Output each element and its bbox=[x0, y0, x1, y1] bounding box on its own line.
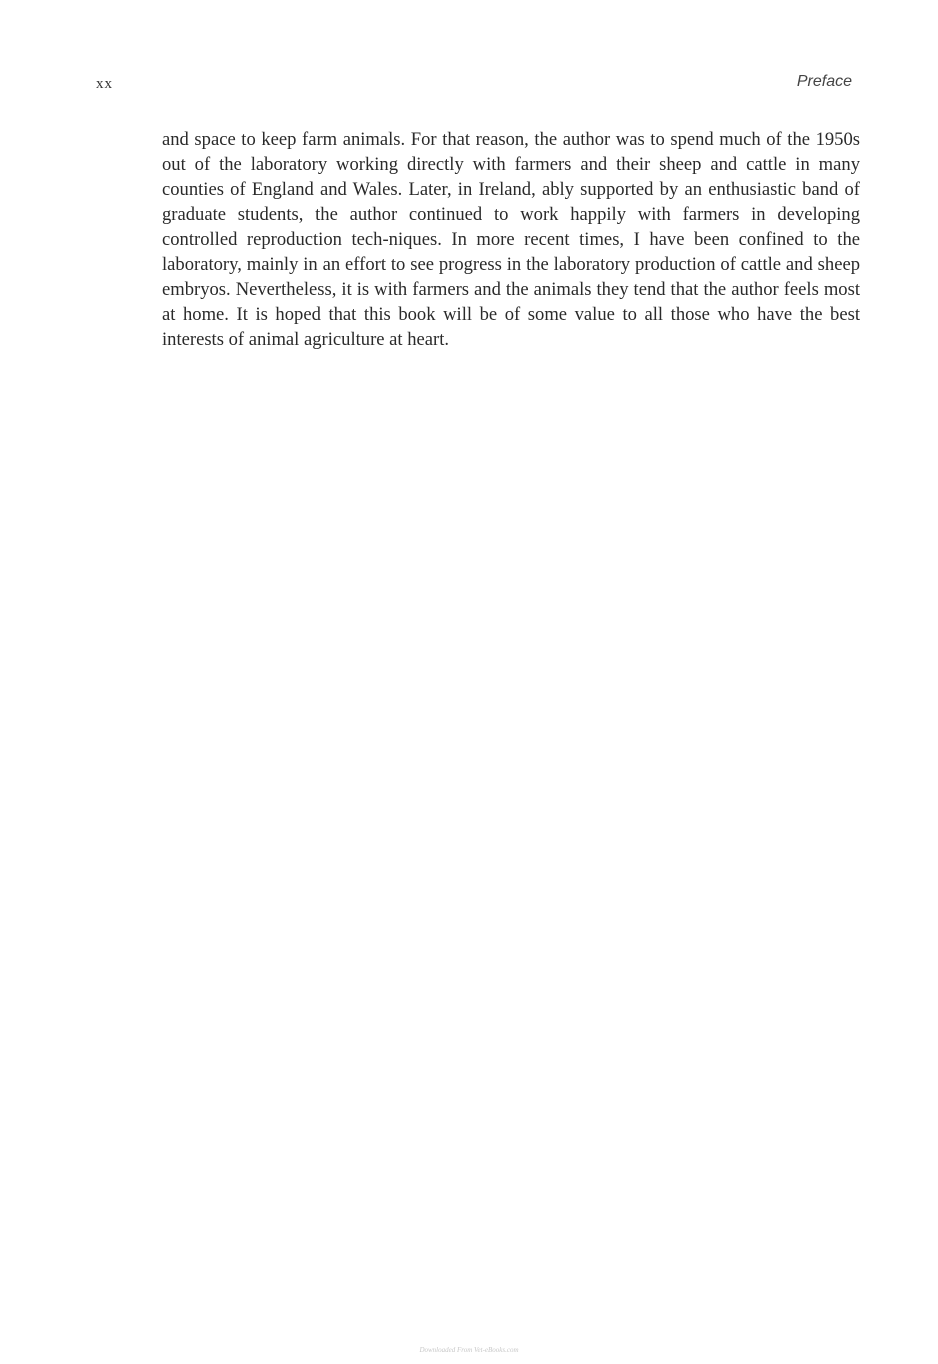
page-number: xx bbox=[96, 76, 113, 92]
body-paragraph: and space to keep farm animals. For that reason, the author was to spend much of the 1950s out of the laboratory working directly with farmers and their sheep and cattle in many counties of England and Wales. Later, in Ireland, ably supported by an enthusiastic band of graduate students, the author continued to work happily with farmers in developing controlled reproduction tech-niques. In more recent times, I have been confined to the laboratory, mainly in an effort to see progress in the laboratory production of cattle and sheep embryos. Nevertheless, it is with farmers and the animals they tend that the author feels most at home. It is hoped that this book will be of some value to all those who have the best interests of animal agriculture at heart. bbox=[162, 129, 860, 350]
footer-watermark: Downloaded From Vet-eBooks.com bbox=[419, 1346, 519, 1354]
running-head: Preface bbox=[796, 73, 852, 90]
